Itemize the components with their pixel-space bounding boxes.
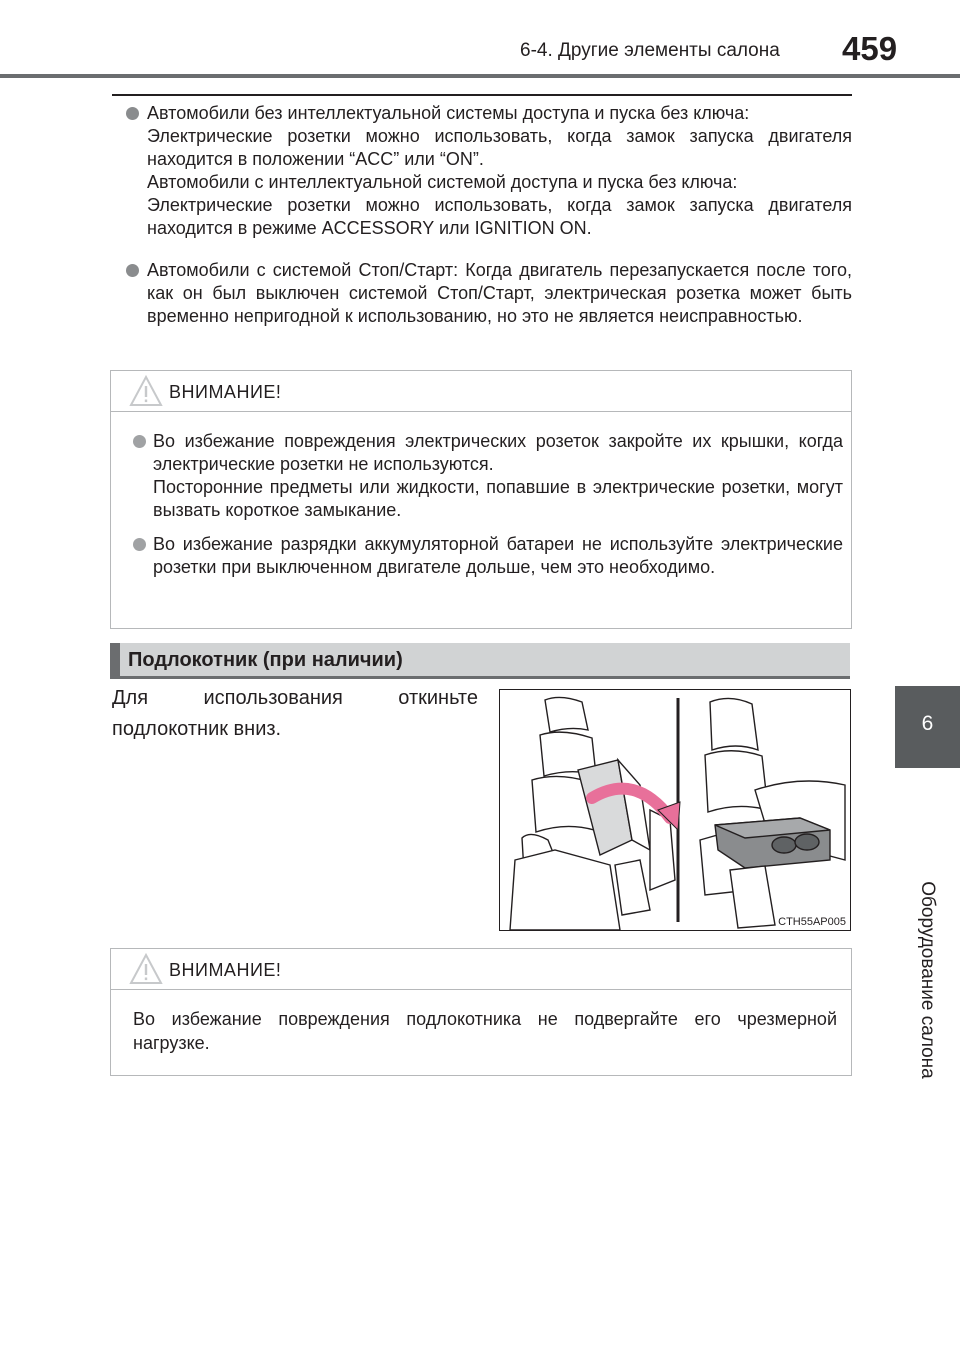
bullet-icon: [126, 107, 139, 120]
bullet-ignition-modes: [126, 102, 852, 240]
bullet-line: Автомобили без интеллектуальной системы доступа и пуска без ключа:: [147, 103, 750, 123]
warning-triangle-icon: [129, 953, 163, 985]
chapter-number: 6: [921, 712, 934, 735]
caution-text: Во избежание повреждения подлокотника не подвергайте его чрезмерной нагрузке.: [133, 1009, 837, 1053]
caution-header: [111, 371, 851, 412]
armrest-instruction: Для использования откиньте подлокотник вниз.: [112, 687, 478, 740]
caution-header: [111, 949, 851, 990]
caution-line: Посторонние предметы или жидкости, попавшие в электрические розетки, могут вызвать короткое замыкание.: [153, 477, 843, 520]
warning-triangle-icon: [129, 375, 163, 407]
caution-line: Во избежание повреждения электрических розеток закройте их крышки, когда электрические розетки не используются.: [153, 431, 843, 474]
bullet-icon: [133, 538, 146, 551]
caution-item: [133, 430, 843, 522]
bullet-stop-start: [126, 259, 852, 328]
armrest-illustration: [499, 689, 851, 931]
armrest-diagram: [500, 690, 850, 930]
content-top-rule: [112, 94, 852, 96]
figure-code: CTH55AP005: [778, 916, 846, 928]
caution-item: [133, 533, 843, 579]
bullet-line: Автомобили с системой Стоп/Старт: Когда двигатель перезапускается после того, как он был выключен системой Стоп/Старт, электрическая розетка может быть временно непригодной к использованию, но это не является неисправностью.: [147, 260, 852, 326]
caution-box-outlets: [110, 370, 852, 629]
caution-title: ВНИМАНИЕ!: [169, 960, 282, 980]
page-number: 459: [842, 30, 898, 67]
section-heading-bar: [110, 643, 850, 678]
section-heading-accent: [110, 643, 120, 678]
running-header-section: 6-4. Другие элементы салона: [520, 40, 780, 61]
bullet-icon: [126, 264, 139, 277]
bullet-line: Автомобили с интеллектуальной системой доступа и пуска без ключа:: [147, 172, 738, 192]
chapter-title: Оборудование салона: [917, 881, 938, 1079]
caution-title: ВНИМАНИЕ!: [169, 382, 282, 402]
section-title: Подлокотник (при наличии): [128, 649, 403, 671]
chapter-tab[interactable]: [895, 686, 960, 768]
caution-box-armrest: [110, 948, 852, 1076]
bullet-line: Электрические розетки можно использовать, когда замок запуска двигателя находится в режиме ACCESSORY или IGNITION ON.: [147, 195, 852, 238]
caution-line: Во избежание разрядки аккумуляторной батареи не используйте электрические розетки при выключенном двигателе дольше, чем это необходимо.: [153, 534, 843, 577]
section-underline: [110, 676, 850, 679]
header-rule: [0, 74, 960, 78]
bullet-icon: [133, 435, 146, 448]
bullet-line: Электрические розетки можно использовать, когда замок запуска двигателя находится в положении “ACC” или “ON”.: [147, 126, 852, 169]
